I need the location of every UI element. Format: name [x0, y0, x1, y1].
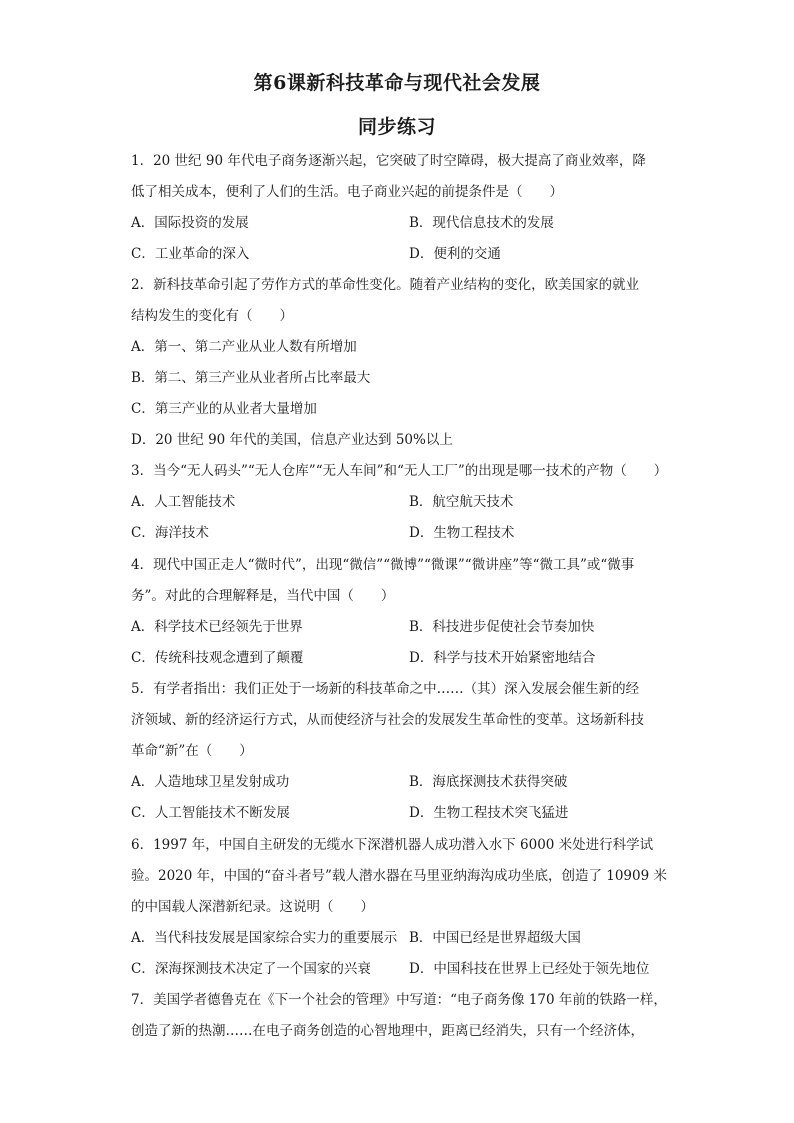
- q3-option-b: B．航空航天技术: [409, 494, 514, 510]
- q4-stem-line-2: 务”。对此的合理解释是，当代中国（ ）: [131, 588, 395, 604]
- q6-option-c: C．深海探测技术决定了一个国家的兴衰: [131, 961, 371, 977]
- q6-option-d: D．中国科技在世界上已经处于领先地位: [409, 961, 650, 977]
- q6-stem-line-3: 的中国载人深潜新纪录。这说明（ ）: [131, 899, 374, 915]
- q3-stem-line-1: 3．当今“无人码头”“无人仓库”“无人车间”和“无人工厂”的出现是哪一技术的产物（ ）: [131, 463, 668, 479]
- q3-option-c: C．海洋技术: [131, 525, 209, 541]
- q1-option-a: A．国际投资的发展: [131, 215, 249, 231]
- q4-option-a: A．科学技术已经领先于世界: [131, 619, 303, 635]
- q1-stem-line-2: 低了相关成本，便利了人们的生活。电子商业兴起的前提条件是（ ）: [131, 184, 563, 200]
- page-title: 第6课新科技革命与现代社会发展: [253, 72, 541, 94]
- q1-option-c: C．工业革命的深入: [131, 246, 250, 262]
- page-subtitle: 同步练习: [357, 116, 436, 138]
- q5-option-c: C．人工智能技术不断发展: [131, 805, 290, 821]
- q2-option-a: A．第一、第二产业从业人数有所增加: [131, 339, 357, 355]
- q6-stem-line-1: 6．1997 年，中国自主研发的无缆水下深潜机器人成功潜入水下 6000 米处进行科学试: [131, 837, 654, 853]
- q4-option-d: D．科学与技术开始紧密地结合: [409, 650, 596, 666]
- q6-stem-line-2: 验。2020 年，中国的“奋斗者号”载人潜水器在马里亚纳海沟成功坐底，创造了 10909 米: [131, 868, 667, 884]
- q5-stem-line-1: 5．有学者指出：我们正处于一场新的科技革命之中……（其）深入发展会催生新的经: [131, 681, 640, 697]
- q5-option-d: D．生物工程技术突飞猛进: [409, 805, 569, 821]
- q7-stem-line-2: 创造了新的热潮……在电子商务创造的心智地理中，距离已经消失，只有一个经济体，: [131, 1023, 644, 1039]
- q5-stem-line-2: 济领域、新的经济运行方式，从而使经济与社会的发展发生革命性的变革。这场新科技: [131, 712, 644, 728]
- q2-option-b: B．第二、第三产业从业者所占比率最大: [131, 370, 371, 386]
- q7-stem-line-1: 7．美国学者德鲁克在《下一个社会的管理》中写道：“电子商务像 170 年前的铁路一样，: [131, 992, 667, 1008]
- q6-option-b: B．中国已经是世界超级大国: [409, 930, 581, 946]
- q1-option-d: D．便利的交通: [409, 246, 501, 262]
- q4-option-b: B．科技进步促使社会节奏加快: [409, 619, 595, 635]
- q2-option-c: C．第三产业的从业者大量增加: [131, 401, 317, 417]
- q2-stem-line-1: 2．新科技革命引起了劳作方式的革命性变化。随着产业结构的变化，欧美国家的就业: [131, 277, 640, 293]
- q2-option-d: D．20 世纪 90 年代的美国，信息产业达到 50%以上: [131, 432, 453, 448]
- q3-option-d: D．生物工程技术: [409, 525, 515, 541]
- q4-stem-line-1: 4．现代中国正走人“微时代”，出现“微信”“微博”“微课”“微讲座”等“微工具”或“微事: [131, 557, 635, 573]
- q5-option-a: A．人造地球卫星发射成功: [131, 774, 290, 790]
- q2-stem-line-2: 结构发生的变化有（ ）: [131, 308, 293, 324]
- q5-option-b: B．海底探测技术获得突破: [409, 774, 568, 790]
- q6-option-a: A．当代科技发展是国家综合实力的重要展示: [131, 930, 398, 946]
- q3-option-a: A．人工智能技术: [131, 494, 236, 510]
- q5-stem-line-3: 革命“新”在（ ）: [131, 743, 253, 759]
- q1-option-b: B．现代信息技术的发展: [409, 215, 554, 231]
- q1-stem-line-1: 1．20 世纪 90 年代电子商务逐渐兴起，它突破了时空障碍，极大提高了商业效率，降: [131, 153, 646, 169]
- q4-option-c: C．传统科技观念遭到了颠覆: [131, 650, 304, 666]
